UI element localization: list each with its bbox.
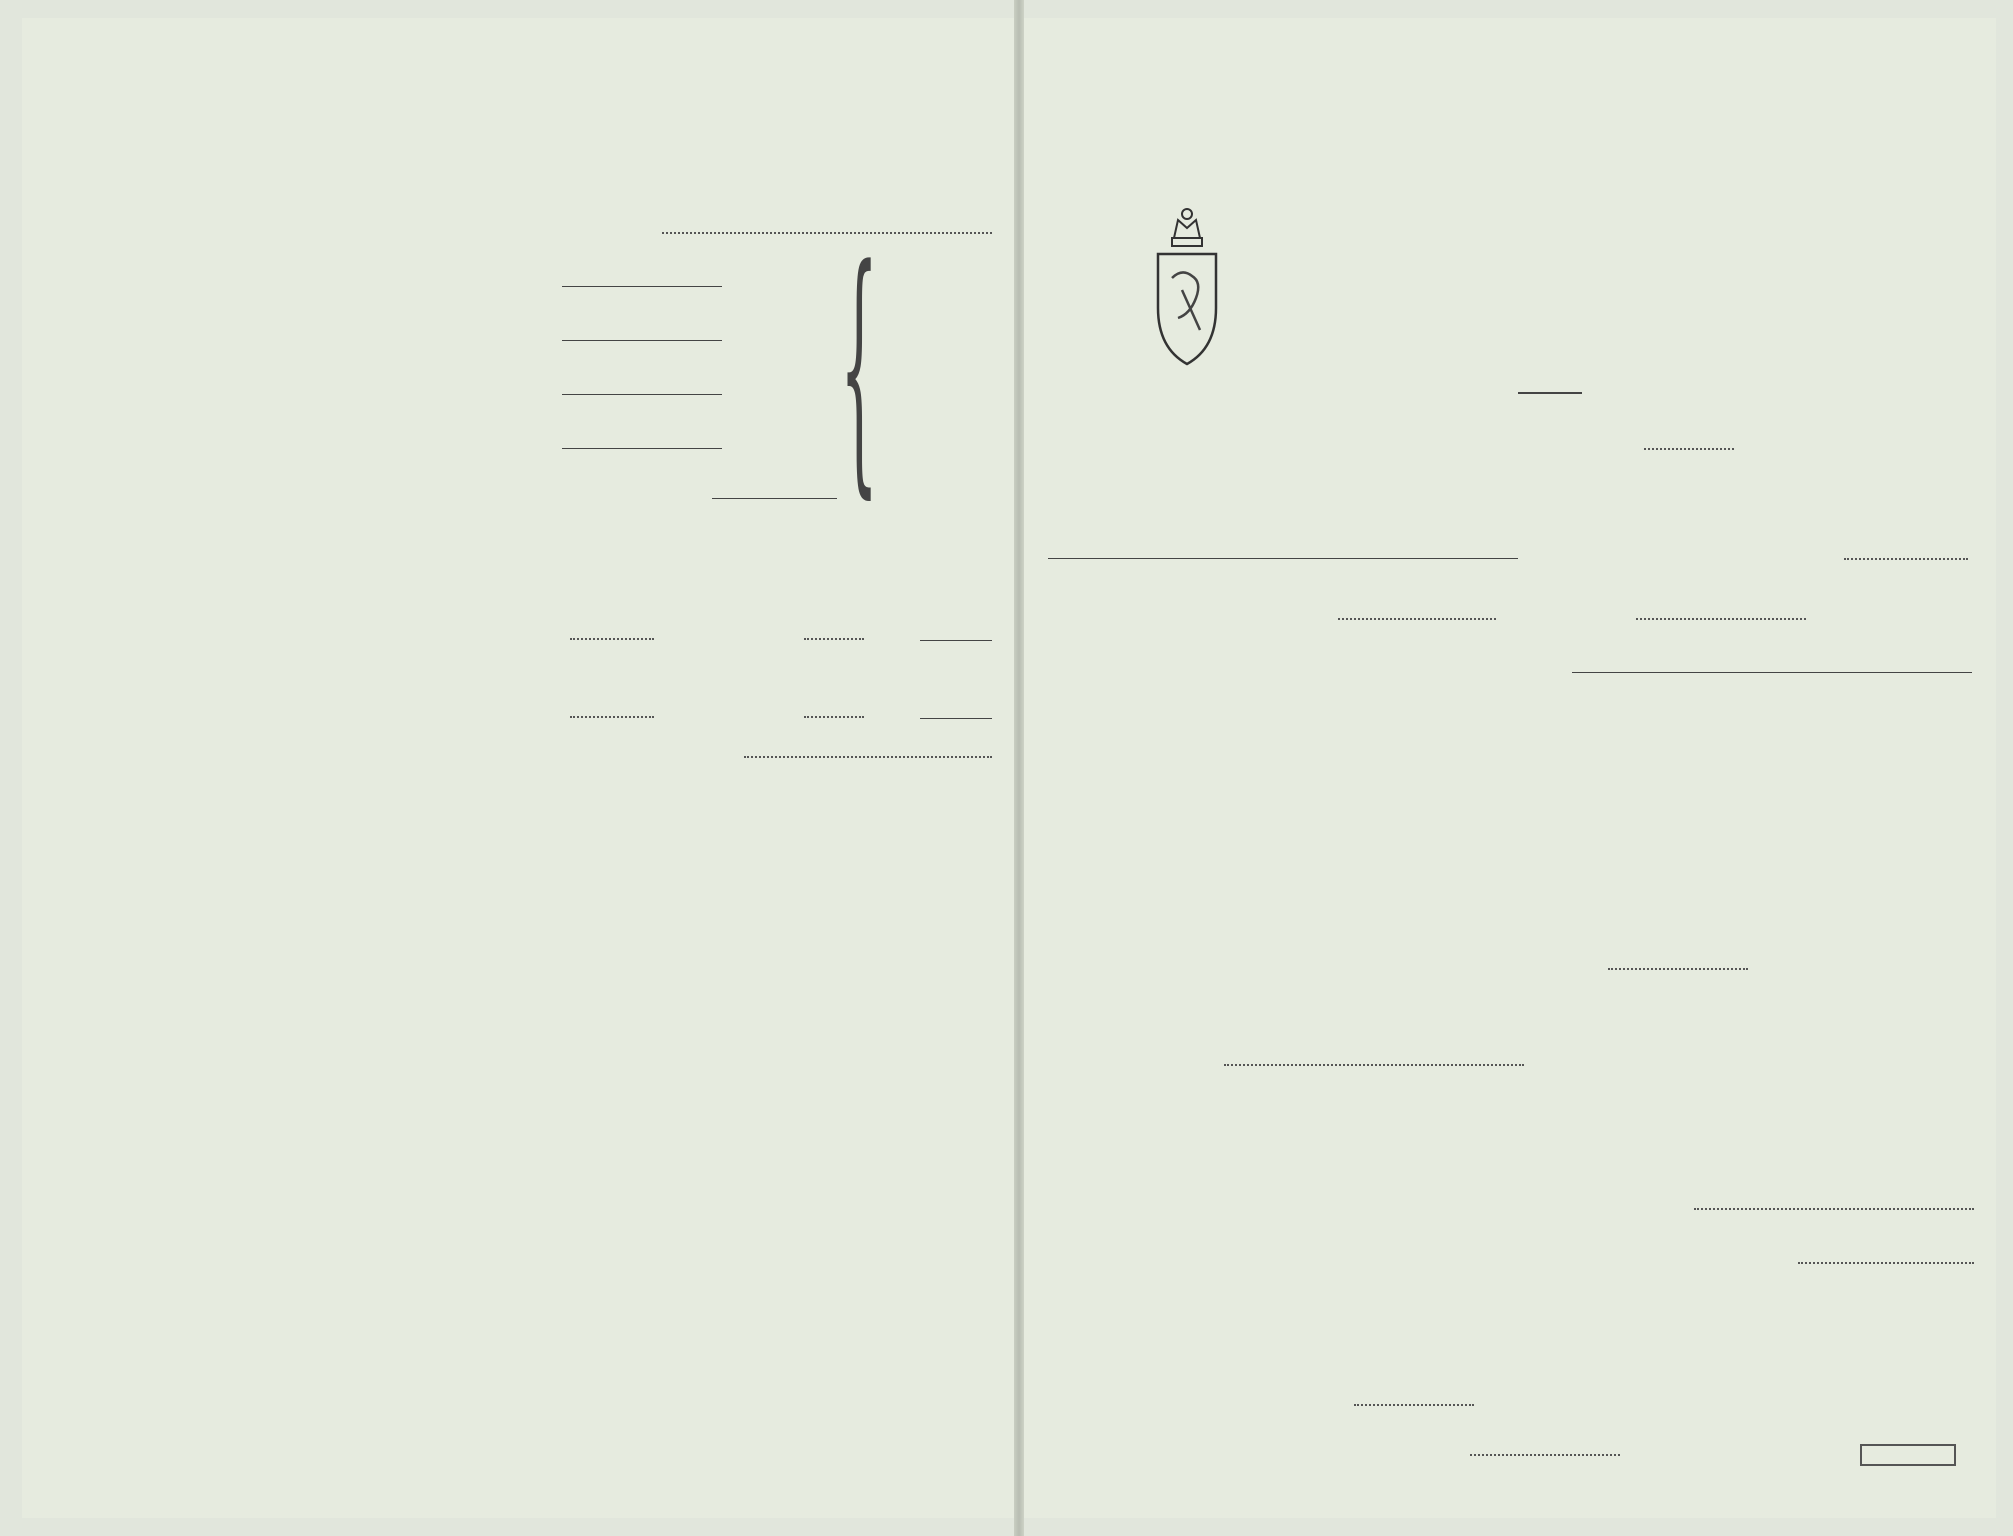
answer-line-women-b xyxy=(804,716,864,718)
answer-line-present xyxy=(1470,1454,1620,1456)
answer-line-households xyxy=(1694,1208,1974,1210)
page-fold xyxy=(1014,0,1024,1536)
answer-line-resident xyxy=(1354,1404,1474,1406)
printer-stamp xyxy=(1860,1444,1956,1466)
answer-line-men-b xyxy=(570,716,654,718)
answer-line-total-a xyxy=(920,640,992,641)
answer-line-rooms xyxy=(1798,1262,1974,1264)
answer-line-schema xyxy=(1644,448,1734,450)
answer-line-numbers xyxy=(744,756,992,758)
answer-line-women-a xyxy=(804,638,864,640)
answer-line-bosted xyxy=(1572,672,1972,673)
answer-line-krets xyxy=(1844,558,1968,560)
answer-line-ask xyxy=(662,232,992,234)
answer-line-herred xyxy=(1048,558,1518,559)
answer-line-ordinary xyxy=(562,340,722,341)
answer-line-gards xyxy=(1338,618,1496,620)
answer-line-bruks xyxy=(1636,618,1806,620)
answer-line-men-a xyxy=(570,638,654,640)
right-page xyxy=(1024,18,1996,1518)
answer-line-summer xyxy=(562,448,722,449)
answer-line-total xyxy=(712,498,837,499)
answer-line-maid xyxy=(562,394,722,395)
left-page xyxy=(22,18,1014,1518)
answer-line-total-b xyxy=(920,718,992,719)
answer-line-houses xyxy=(1608,968,1748,970)
coat-of-arms-icon xyxy=(1152,198,1222,368)
title-rule xyxy=(1518,392,1582,394)
brace: { xyxy=(840,216,879,524)
answer-line-kitchens xyxy=(562,286,722,287)
answer-line-floors xyxy=(1224,1064,1524,1066)
